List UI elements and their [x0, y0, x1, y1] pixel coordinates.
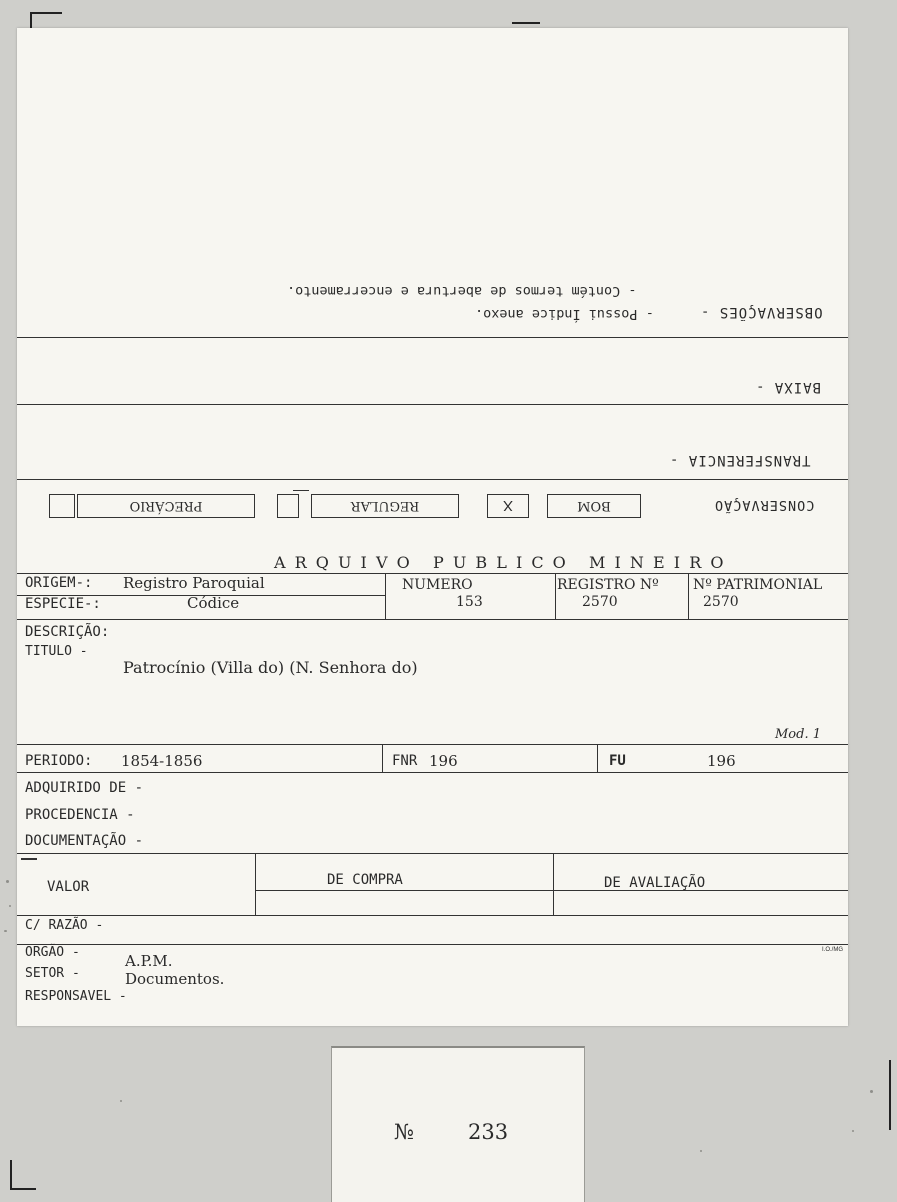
razao-label: C/ RAZÃO - — [25, 918, 104, 933]
origem-value: Registro Paroquial — [123, 574, 265, 592]
fnr-label: FNR — [392, 753, 418, 769]
especie-value: Códice — [187, 594, 240, 612]
orgao-label: ORGÃO - — [25, 945, 80, 960]
regular-label: REGULAR — [350, 498, 420, 514]
divider — [17, 337, 848, 338]
conservacao-label: CONSERVAÇÃO — [714, 497, 815, 513]
observacoes-line2: - Contém termos de abertura e encerramento. — [287, 283, 637, 299]
crop-mark-right — [889, 1060, 891, 1130]
setor-label: SETOR - — [25, 966, 80, 981]
setor-value: Documentos. — [125, 970, 225, 988]
grid-vline — [688, 573, 689, 619]
de-avaliacao-label: DE AVALIAÇÃO — [604, 875, 706, 891]
regular-tick — [293, 490, 309, 491]
titulo-value: Patrocínio (Villa do) (N. Senhora do) — [123, 658, 418, 677]
crop-mark-top-left — [30, 12, 62, 14]
regular-box — [311, 494, 459, 518]
divider — [17, 619, 848, 620]
number-ticket — [331, 1046, 585, 1202]
patrimonial-label: Nº PATRIMONIAL — [693, 577, 823, 593]
regular-checkbox — [277, 494, 299, 518]
adquirido-label: ADQUIRIDO DE - — [25, 780, 144, 796]
responsavel-label: RESPONSAVEL - — [25, 989, 127, 1004]
numero-value: 153 — [456, 594, 483, 610]
archive-index-card — [17, 28, 848, 1026]
institution-header: A R Q U I V O P U B L I C O M I N E I R O — [274, 553, 726, 572]
especie-label: ESPECIE-: — [25, 596, 101, 612]
grid-vline — [553, 853, 554, 915]
grid-vline — [255, 853, 256, 915]
periodo-value: 1854-1856 — [121, 752, 203, 770]
divider — [17, 404, 848, 405]
bom-checkbox — [487, 494, 529, 518]
valor-label: VALOR — [47, 879, 90, 895]
grid-vline — [382, 744, 383, 772]
bom-label: BOM — [577, 498, 611, 514]
orgao-value: A.P.M. — [125, 952, 173, 970]
numero-symbol: № — [394, 1120, 414, 1144]
observacoes-line1: - Possui Índice anexo. — [475, 306, 654, 322]
patrimonial-value: 2570 — [703, 594, 739, 610]
periodo-underline — [17, 772, 848, 773]
printer-mark: I.O./MG — [822, 947, 843, 953]
transferencia-label: TRANSFERENCIA - — [669, 452, 811, 468]
origem-label: ORIGEM-: — [25, 575, 93, 591]
mod-label: Mod. 1 — [775, 727, 821, 742]
grid-vline — [597, 744, 598, 772]
titulo-label: TITULO - — [25, 644, 88, 659]
crop-mark-top-left-v — [30, 12, 32, 28]
registro-value: 2570 — [582, 594, 618, 610]
precario-checkbox — [49, 494, 75, 518]
documentacao-label: DOCUMENTAÇÃO - — [25, 833, 144, 849]
divider — [17, 744, 848, 745]
de-compra-label: DE COMPRA — [327, 872, 403, 888]
grid-hline — [255, 890, 848, 891]
divider — [17, 479, 848, 480]
fnr-value: 196 — [429, 752, 458, 770]
baixa-label: BAIXA - — [755, 379, 822, 395]
divider — [17, 853, 848, 854]
crop-mark-bottom-left-h — [10, 1188, 36, 1190]
registro-label: REGISTRO Nº — [557, 577, 659, 593]
divider — [17, 944, 848, 945]
crop-mark-top-center — [512, 22, 540, 24]
bom-mark: X — [503, 497, 514, 515]
numero-label: NUMERO — [402, 577, 473, 593]
precario-box — [77, 494, 255, 518]
grid-vline — [555, 573, 556, 619]
ticket-number: 233 — [468, 1120, 509, 1144]
grid-vline — [385, 573, 386, 619]
periodo-label: PERIODO: — [25, 753, 93, 769]
fu-label: FU — [609, 753, 626, 769]
crop-mark-bottom-left — [10, 1160, 12, 1190]
divider — [17, 915, 848, 916]
dash-mark — [21, 858, 37, 860]
procedencia-label: PROCEDENCIA - — [25, 807, 135, 823]
descricao-label: DESCRIÇÃO: — [25, 624, 110, 640]
bom-box — [547, 494, 641, 518]
fu-value: 196 — [707, 752, 736, 770]
precario-label: PRECÁRIO — [129, 498, 203, 514]
observacoes-label: OBSERVAÇÕES - — [700, 304, 823, 320]
